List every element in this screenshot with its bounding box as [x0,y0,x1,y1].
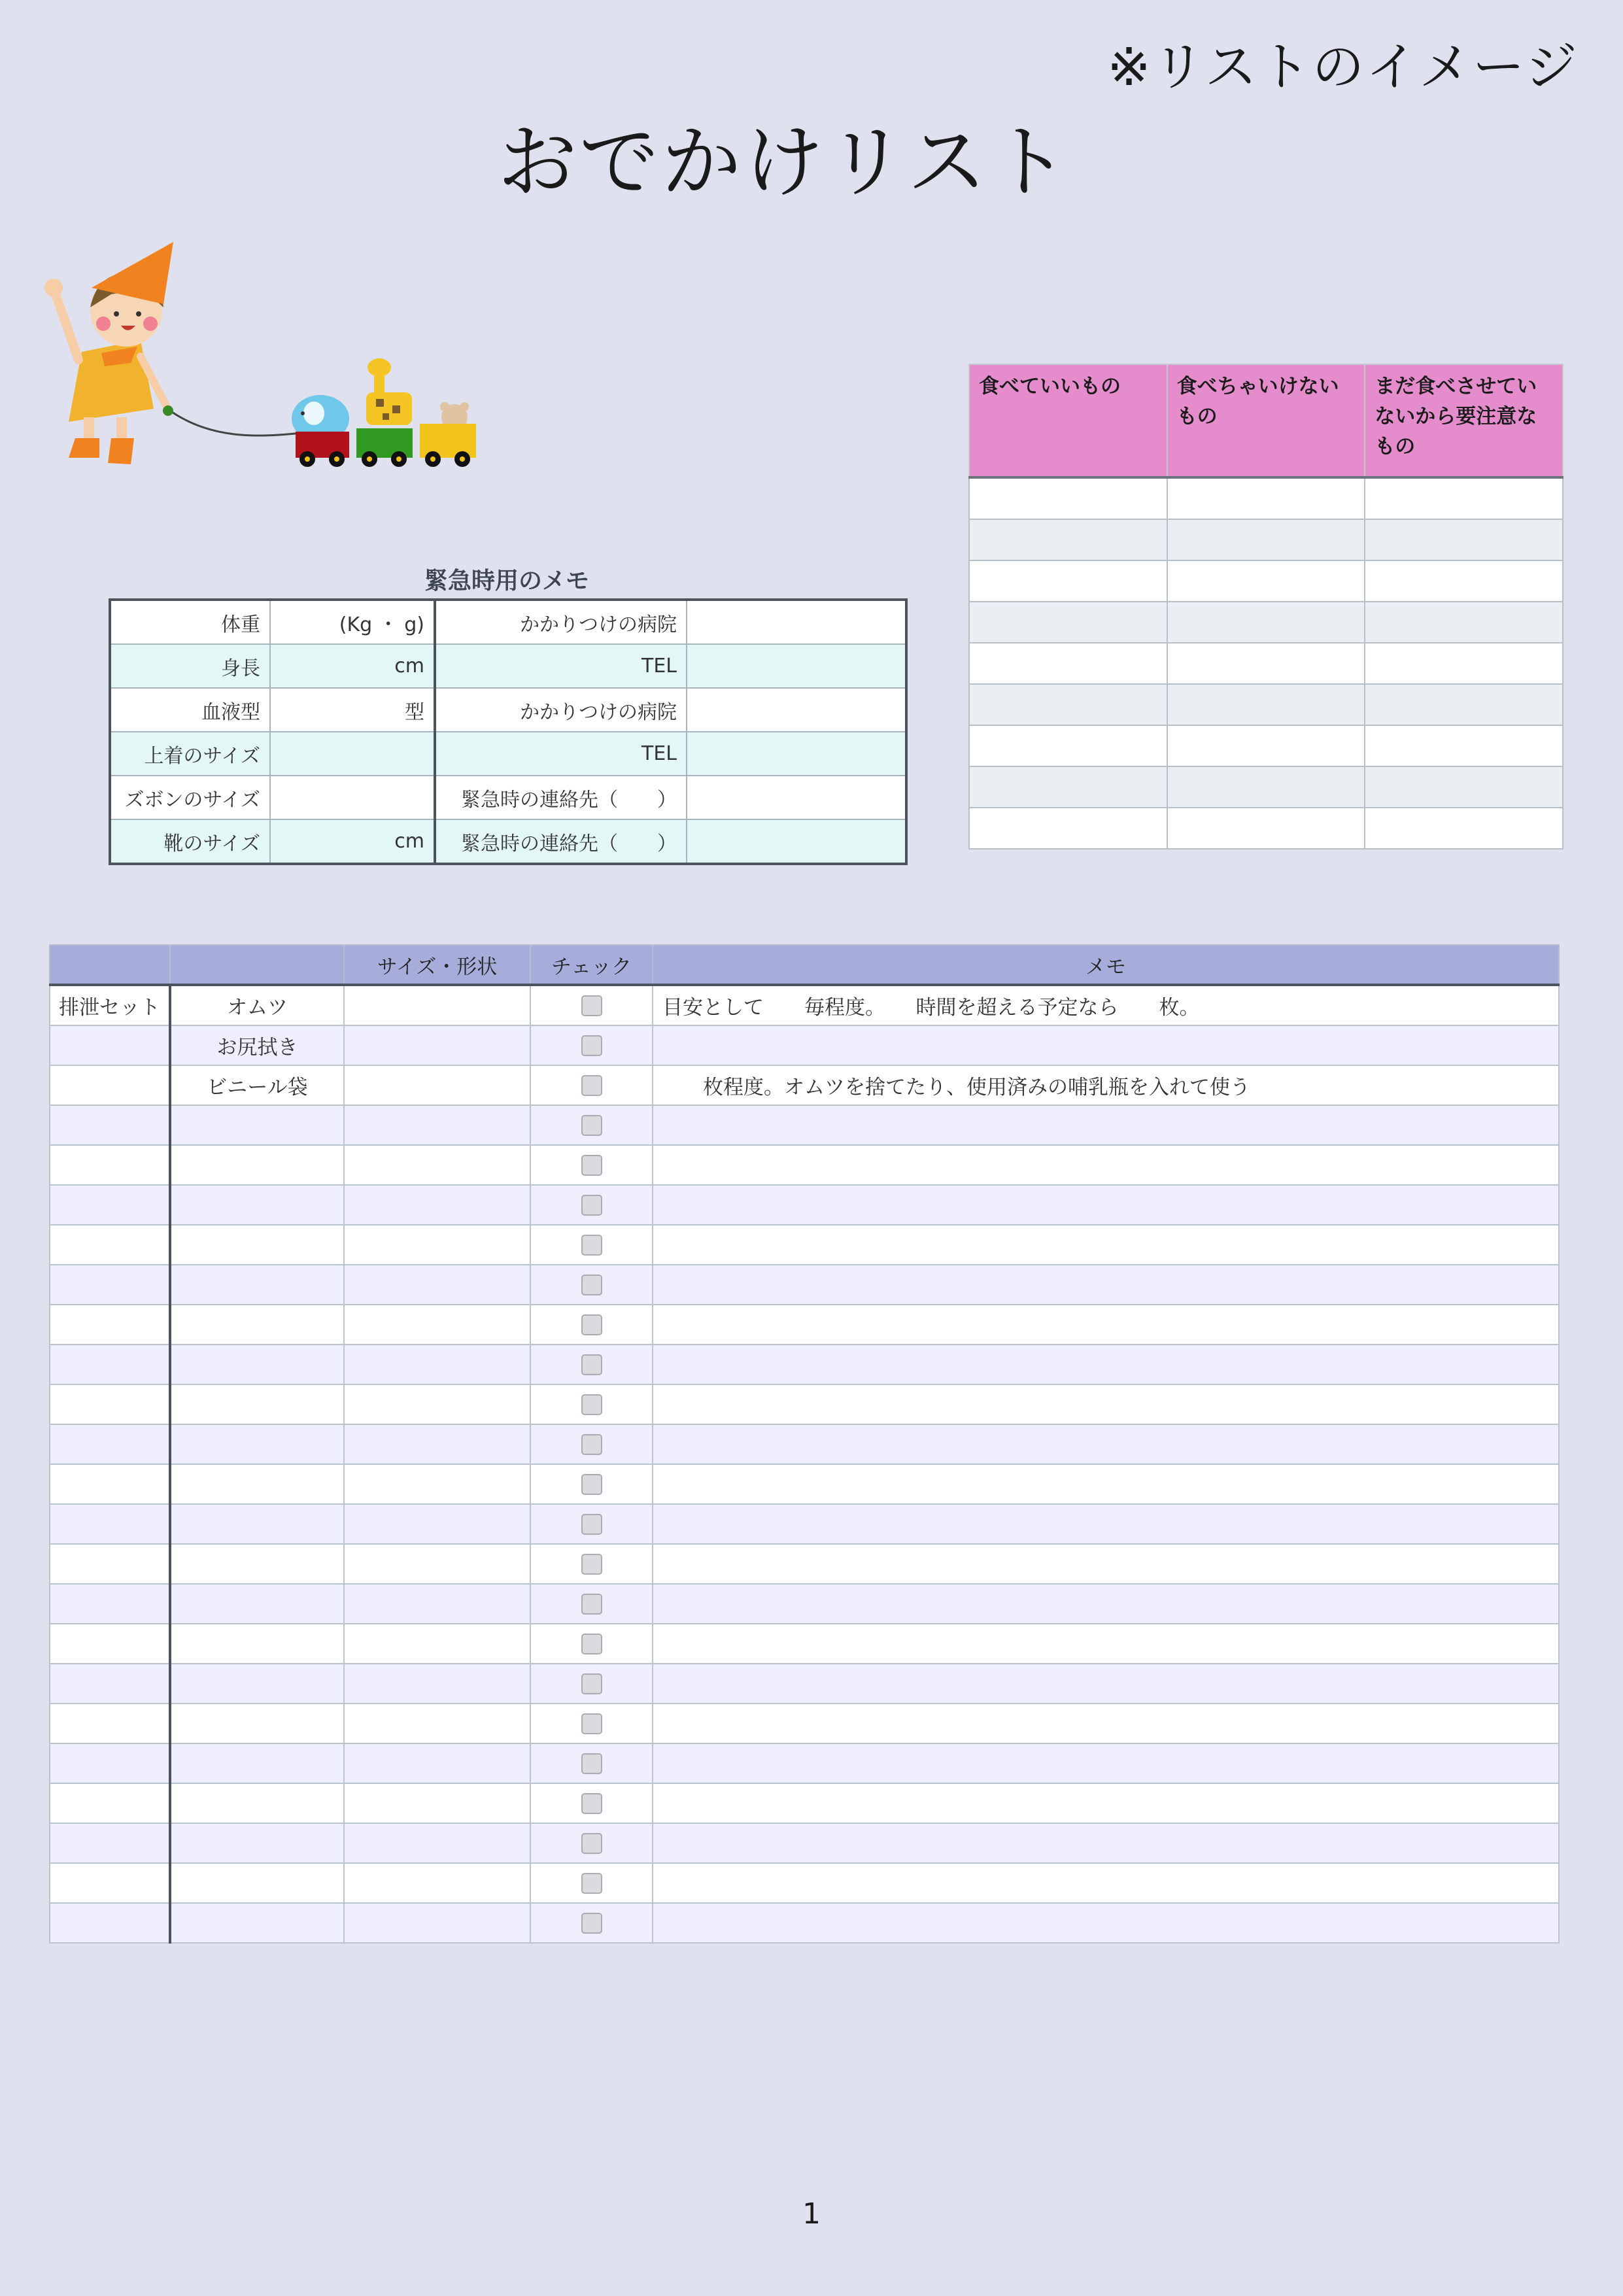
checklist-row [50,1145,1559,1185]
food-row [969,519,1563,560]
checklist-size-field[interactable] [344,1624,530,1664]
checklist-item [170,1225,344,1265]
memo-row [110,776,906,819]
checklist-row [50,1903,1559,1943]
checklist-row [50,1225,1559,1265]
checklist-size-field[interactable] [344,1464,530,1504]
memo-value-field[interactable] [270,776,435,819]
checklist-size-field[interactable] [344,1863,530,1903]
checkbox[interactable] [581,1314,602,1335]
checklist-check-cell [530,1863,653,1903]
checkbox[interactable] [581,1035,602,1056]
food-cell[interactable] [1365,766,1563,808]
checklist-category [50,1664,170,1704]
food-cell[interactable] [969,643,1167,684]
checklist-size-field[interactable] [344,1265,530,1305]
memo-label: かかりつけの病院 [435,600,687,644]
checklist-item [170,1464,344,1504]
checkbox[interactable] [581,1913,602,1934]
checklist-check-cell [530,1903,653,1943]
checklist-memo-field[interactable] [653,1145,1559,1185]
food-cell[interactable] [969,808,1167,849]
checklist-category [50,1584,170,1624]
food-cell[interactable] [1365,602,1563,643]
checklist-memo-field[interactable] [653,1504,1559,1544]
food-row [969,684,1563,725]
checklist-row [50,1105,1559,1145]
checklist-check-cell [530,1265,653,1305]
checklist-size-field[interactable] [344,1823,530,1863]
checklist-category [50,1624,170,1664]
checklist-category [50,1504,170,1544]
checklist-category [50,1185,170,1225]
checklist-category [50,1783,170,1823]
checklist-size-field[interactable] [344,1544,530,1584]
checkbox[interactable] [581,1833,602,1854]
checklist-memo-field[interactable] [653,1783,1559,1823]
checkbox[interactable] [581,1634,602,1654]
checklist-size-field[interactable] [344,1584,530,1624]
page-title: おでかけリスト [497,116,1072,209]
food-cell[interactable] [969,766,1167,808]
checkbox[interactable] [581,1514,602,1535]
checklist-row [50,985,1559,1025]
checklist-memo-field[interactable] [653,1305,1559,1345]
memo-label: 靴のサイズ [110,819,270,864]
food-cell[interactable] [1167,477,1365,519]
checkbox[interactable] [581,1434,602,1455]
checklist-check-cell [530,1464,653,1504]
food-cell[interactable] [969,684,1167,725]
memo-label: TEL [435,732,687,776]
memo-value-field[interactable] [687,776,906,819]
checklist-header-size: サイズ・形状 [344,945,530,985]
emergency-memo-title: 緊急時用のメモ [424,568,589,594]
checklist-item [170,1823,344,1863]
food-header-allowed: 食べていいもの [969,364,1167,477]
checklist-category [50,1823,170,1863]
checklist-check-cell [530,985,653,1025]
checklist-size-field[interactable] [344,1504,530,1544]
food-cell[interactable] [1365,808,1563,849]
checklist-memo-field[interactable] [653,1424,1559,1464]
checklist-memo-field[interactable] [653,1704,1559,1743]
checklist-item [170,1863,344,1903]
food-cell[interactable] [1365,684,1563,725]
checklist-category [50,1305,170,1345]
checklist-size-field[interactable] [344,1105,530,1145]
food-cell[interactable] [1167,808,1365,849]
checklist-item [170,1544,344,1584]
food-cell[interactable] [1167,766,1365,808]
checklist-item [170,1145,344,1185]
food-row [969,808,1563,849]
checklist-size-field[interactable] [344,1743,530,1783]
food-cell[interactable] [1365,643,1563,684]
checkbox[interactable] [581,1753,602,1774]
checklist-row [50,1265,1559,1305]
checklist-memo-field[interactable] [653,1624,1559,1664]
checkbox[interactable] [581,995,602,1016]
page-number: 1 [802,2197,821,2231]
checklist-category [50,1464,170,1504]
food-cell[interactable] [1167,560,1365,602]
checklist-memo-field[interactable] [653,1025,1559,1065]
checklist-check-cell [530,1544,653,1584]
checkbox[interactable] [581,1354,602,1375]
checklist-size-field[interactable] [344,1025,530,1065]
checklist-memo-field[interactable] [653,1265,1559,1305]
checklist-size-field[interactable] [344,1305,530,1345]
checklist-check-cell [530,1743,653,1783]
memo-value-field[interactable]: cm [270,644,435,688]
memo-value-field[interactable]: cm [270,819,435,864]
checklist-memo-field[interactable] [653,1384,1559,1424]
checklist-memo-field[interactable] [653,1544,1559,1584]
checklist-item: お尻拭き [170,1025,344,1065]
checklist-check-cell [530,1823,653,1863]
memo-row [110,600,906,644]
checklist-size-field[interactable] [344,1783,530,1823]
memo-row [110,732,906,776]
checklist-category [50,1105,170,1145]
checklist-size-field[interactable] [344,1384,530,1424]
checkbox[interactable] [581,1873,602,1894]
checklist-check-cell [530,1185,653,1225]
checklist-category [50,1025,170,1065]
checklist-item [170,1584,344,1624]
checkbox[interactable] [581,1235,602,1256]
checklist-category [50,1424,170,1464]
checklist-memo-field[interactable] [653,1823,1559,1863]
checkbox[interactable] [581,1594,602,1615]
checklist-check-cell [530,1025,653,1065]
checklist-row [50,1823,1559,1863]
checklist-memo-field[interactable] [653,1464,1559,1504]
memo-row [110,644,906,688]
checklist-item: オムツ [170,985,344,1025]
memo-value-field[interactable]: (Kg ・ g) [270,600,435,644]
checkbox[interactable] [581,1115,602,1136]
checkbox[interactable] [581,1474,602,1495]
checklist-category [50,1384,170,1424]
checklist-memo-field[interactable] [653,1863,1559,1903]
checklist-category [50,1544,170,1584]
food-cell[interactable] [969,519,1167,560]
checklist-size-field[interactable] [344,1704,530,1743]
checklist-item [170,1504,344,1544]
memo-value-field[interactable] [687,600,906,644]
checklist-header-item [170,945,344,985]
memo-label: 身長 [110,644,270,688]
checklist-item [170,1664,344,1704]
checklist-category [50,1743,170,1783]
memo-value-field[interactable] [270,732,435,776]
food-cell[interactable] [1365,477,1563,519]
memo-label: ズボンのサイズ [110,776,270,819]
checklist-item [170,1265,344,1305]
sample-image-note: ※リストのイメージ [1106,37,1579,97]
checklist-size-field[interactable] [344,1145,530,1185]
checklist-item [170,1305,344,1345]
checklist-size-field[interactable] [344,1225,530,1265]
checklist-item [170,1743,344,1783]
food-cell[interactable] [1167,725,1365,766]
checkbox[interactable] [581,1195,602,1216]
checklist-row [50,1185,1559,1225]
checklist-row [50,1504,1559,1544]
checklist-row [50,1863,1559,1903]
checklist-check-cell [530,1384,653,1424]
checklist-check-cell [530,1664,653,1704]
checklist-check-cell [530,1584,653,1624]
checklist-memo-field[interactable] [653,1225,1559,1265]
memo-label: 体重 [110,600,270,644]
food-cell[interactable] [969,560,1167,602]
memo-label: かかりつけの病院 [435,688,687,732]
checklist-check-cell [530,1305,653,1345]
food-row [969,602,1563,643]
checklist-memo-field[interactable] [653,1903,1559,1943]
memo-row [110,819,906,864]
checklist-row [50,1743,1559,1783]
checkbox[interactable] [581,1155,602,1176]
checklist-header-check: チェック [530,945,653,985]
memo-value-field[interactable] [687,688,906,732]
checklist-row [50,1624,1559,1664]
checklist-row [50,1305,1559,1345]
checklist-memo-field[interactable] [653,1185,1559,1225]
checklist-category [50,1145,170,1185]
checklist-memo-field[interactable] [653,1584,1559,1624]
checklist-check-cell [530,1624,653,1664]
checklist-item [170,1384,344,1424]
memo-label: 緊急時の連絡先（ ） [435,776,687,819]
food-cell[interactable] [969,725,1167,766]
food-cell[interactable] [1365,519,1563,560]
checklist-size-field[interactable] [344,1664,530,1704]
checklist-row [50,1424,1559,1464]
checklist-size-field[interactable] [344,1065,530,1105]
food-table [968,364,1563,849]
checklist-item: ビニール袋 [170,1065,344,1105]
checklist-size-field[interactable] [344,1185,530,1225]
food-cell[interactable] [1365,560,1563,602]
checklist-size-field[interactable] [344,985,530,1025]
checklist-item [170,1424,344,1464]
food-cell[interactable] [969,602,1167,643]
checklist-header-memo: メモ [653,945,1559,985]
checklist-category [50,1903,170,1943]
checklist-category [50,1065,170,1105]
memo-value-field[interactable] [687,732,906,776]
checklist-item [170,1345,344,1384]
checklist-check-cell [530,1783,653,1823]
checklist-memo-field[interactable] [653,1345,1559,1384]
checklist-category [50,1265,170,1305]
food-row [969,560,1563,602]
food-cell[interactable] [1365,725,1563,766]
checklist-category [50,1345,170,1384]
checklist-category [50,1225,170,1265]
food-row [969,766,1563,808]
checklist-row [50,1025,1559,1065]
checklist-memo-field[interactable]: 目安として 毎程度。 時間を超える予定なら 枚。 [653,985,1559,1025]
checkbox[interactable] [581,1793,602,1814]
food-cell[interactable] [1167,643,1365,684]
checklist-row [50,1783,1559,1823]
memo-label: 上着のサイズ [110,732,270,776]
checklist-check-cell [530,1424,653,1464]
emergency-memo-table [109,598,908,865]
memo-value-field[interactable] [687,819,906,864]
checklist-size-field[interactable] [344,1903,530,1943]
checklist-check-cell [530,1345,653,1384]
checklist-item [170,1624,344,1664]
food-cell[interactable] [1167,602,1365,643]
checklist-memo-field[interactable] [653,1743,1559,1783]
checklist-header-category [50,945,170,985]
checklist-row [50,1704,1559,1743]
checklist-size-field[interactable] [344,1424,530,1464]
checklist-row [50,1664,1559,1704]
food-cell[interactable] [969,477,1167,519]
memo-row [110,688,906,732]
checklist-row [50,1544,1559,1584]
food-cell[interactable] [1167,684,1365,725]
checklist-row [50,1584,1559,1624]
checklist-row [50,1384,1559,1424]
checklist-item [170,1783,344,1823]
food-row [969,643,1563,684]
checklist-row [50,1464,1559,1504]
checkbox[interactable] [581,1075,602,1096]
checklist-check-cell [530,1225,653,1265]
checklist-check-cell [530,1105,653,1145]
checklist-item [170,1105,344,1145]
checkbox[interactable] [581,1554,602,1575]
checkbox[interactable] [581,1275,602,1295]
checklist-memo-field[interactable] [653,1664,1559,1704]
checklist-table [49,944,1560,1944]
food-header-caution: まだ食べさせていないから要注意なもの [1365,364,1563,477]
checklist-category: 排泄セット [50,985,170,1025]
food-row [969,725,1563,766]
memo-value-field[interactable]: 型 [270,688,435,732]
checklist-size-field[interactable] [344,1345,530,1384]
food-row [969,477,1563,519]
checklist-check-cell [530,1065,653,1105]
checklist-check-cell [530,1704,653,1743]
checklist-row [50,1065,1559,1105]
checklist-check-cell [530,1145,653,1185]
checklist-item [170,1903,344,1943]
checkbox[interactable] [581,1394,602,1415]
checklist-category [50,1863,170,1903]
checklist-row [50,1345,1559,1384]
memo-label: 緊急時の連絡先（ ） [435,819,687,864]
checkbox[interactable] [581,1713,602,1734]
memo-value-field[interactable] [687,644,906,688]
checklist-item [170,1704,344,1743]
checklist-memo-field[interactable]: 枚程度。オムツを捨てたり、使用済みの哺乳瓶を入れて使う [653,1065,1559,1105]
child-pulling-toy-train-icon [39,242,484,484]
food-header-forbidden: 食べちゃいけないもの [1167,364,1365,477]
checkbox[interactable] [581,1673,602,1694]
checklist-memo-field[interactable] [653,1105,1559,1145]
checklist-check-cell [530,1504,653,1544]
memo-label: 血液型 [110,688,270,732]
food-cell[interactable] [1167,519,1365,560]
memo-label: TEL [435,644,687,688]
checklist-item [170,1185,344,1225]
checklist-category [50,1704,170,1743]
